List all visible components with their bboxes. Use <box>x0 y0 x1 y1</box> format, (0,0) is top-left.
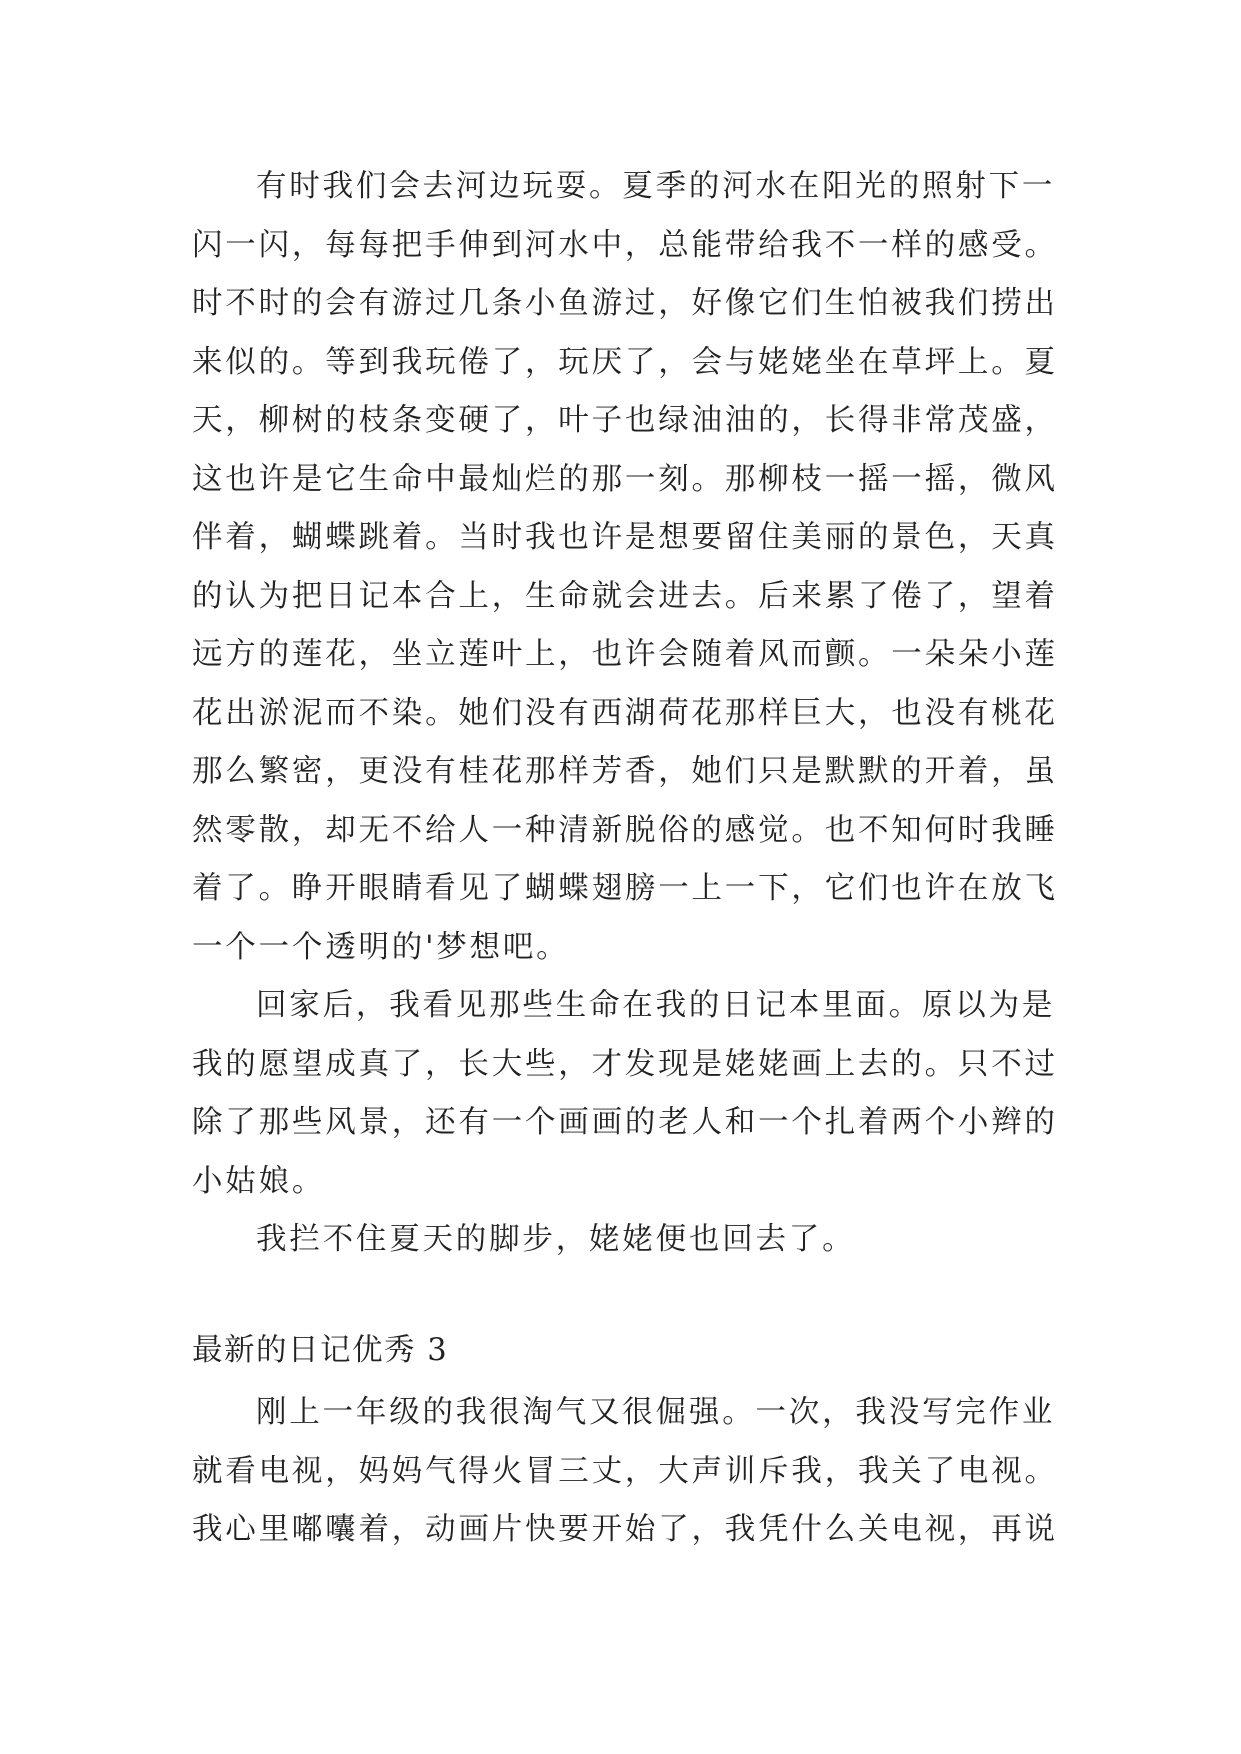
text-line: 天，柳树的枝条变硬了，叶子也绿油油的，长得非常茂盛， <box>192 403 1058 438</box>
text-line: 时不时的会有游过几条小鱼游过，好像它们生怕被我们捞出 <box>192 286 1058 321</box>
text-line: 除了那些风景，还有一个画画的老人和一个扎着两个小辫的 <box>192 1105 1058 1140</box>
paragraph <box>192 1384 1058 1560</box>
text-line: 这也许是它生命中最灿烂的那一刻。那柳枝一摇一摇，微风 <box>192 461 1058 497</box>
text-line: 有时我们会去河边玩耍。夏季的河水在阳光的照射下一 <box>256 169 1056 204</box>
text-line: 花出淤泥而不染。她们没有西湖荷花那样巨大，也没有桃花 <box>192 695 1058 731</box>
paragraph <box>192 1211 1054 1270</box>
paragraph <box>192 977 1058 1211</box>
text-line: 那么繁密，更没有桂花那样芳香，她们只是默默的开着，虽 <box>192 754 1058 789</box>
document-body <box>192 158 1058 1560</box>
text-line: 然零散，却无不给人一种清新脱俗的感觉。也不知何时我睡 <box>192 812 1058 848</box>
paragraph <box>192 158 1058 977</box>
text-line: 的认为把日记本合上，生命就会进去。后来累了倦了，望着 <box>192 578 1058 614</box>
text-line: 一个一个透明的'梦想吧。 <box>192 929 570 965</box>
text-line: 刚上一年级的我很淘气又很倔强。一次，我没写完作业 <box>256 1395 1056 1430</box>
text-line: 我心里嘟囔着，动画片快要开始了，我凭什么关电视，再说 <box>192 1512 1058 1547</box>
text-line: 伴着，蝴蝶跳着。当时我也许是想要留住美丽的景色，天真 <box>192 520 1058 555</box>
text-line: 我拦不住夏天的脚步，姥姥便也回去了。 <box>256 1222 856 1257</box>
text-line: 远方的莲花，坐立莲叶上，也许会随着风而颤。一朵朵小莲 <box>192 637 1058 672</box>
text-line: 就看电视，妈妈气得火冒三丈，大声训斥我，我关了电视。 <box>192 1453 1058 1489</box>
section-heading: 最新的日记优秀 3 <box>192 1332 449 1368</box>
text-line: 闪一闪，每每把手伸到河水中，总能带给我不一样的感受。 <box>192 227 1058 263</box>
text-line: 我的愿望成真了，长大些，才发现是姥姥画上去的。只不过 <box>192 1046 1058 1082</box>
text-line: 小姑娘。 <box>192 1163 326 1199</box>
text-line: 着了。睁开眼睛看见了蝴蝶翅膀一上一下，它们也许在放飞 <box>192 871 1058 906</box>
text-line: 回家后，我看见那些生命在我的日记本里面。原以为是 <box>256 988 1056 1023</box>
text-line: 来似的。等到我玩倦了，玩厌了，会与姥姥坐在草坪上。夏 <box>192 344 1058 380</box>
